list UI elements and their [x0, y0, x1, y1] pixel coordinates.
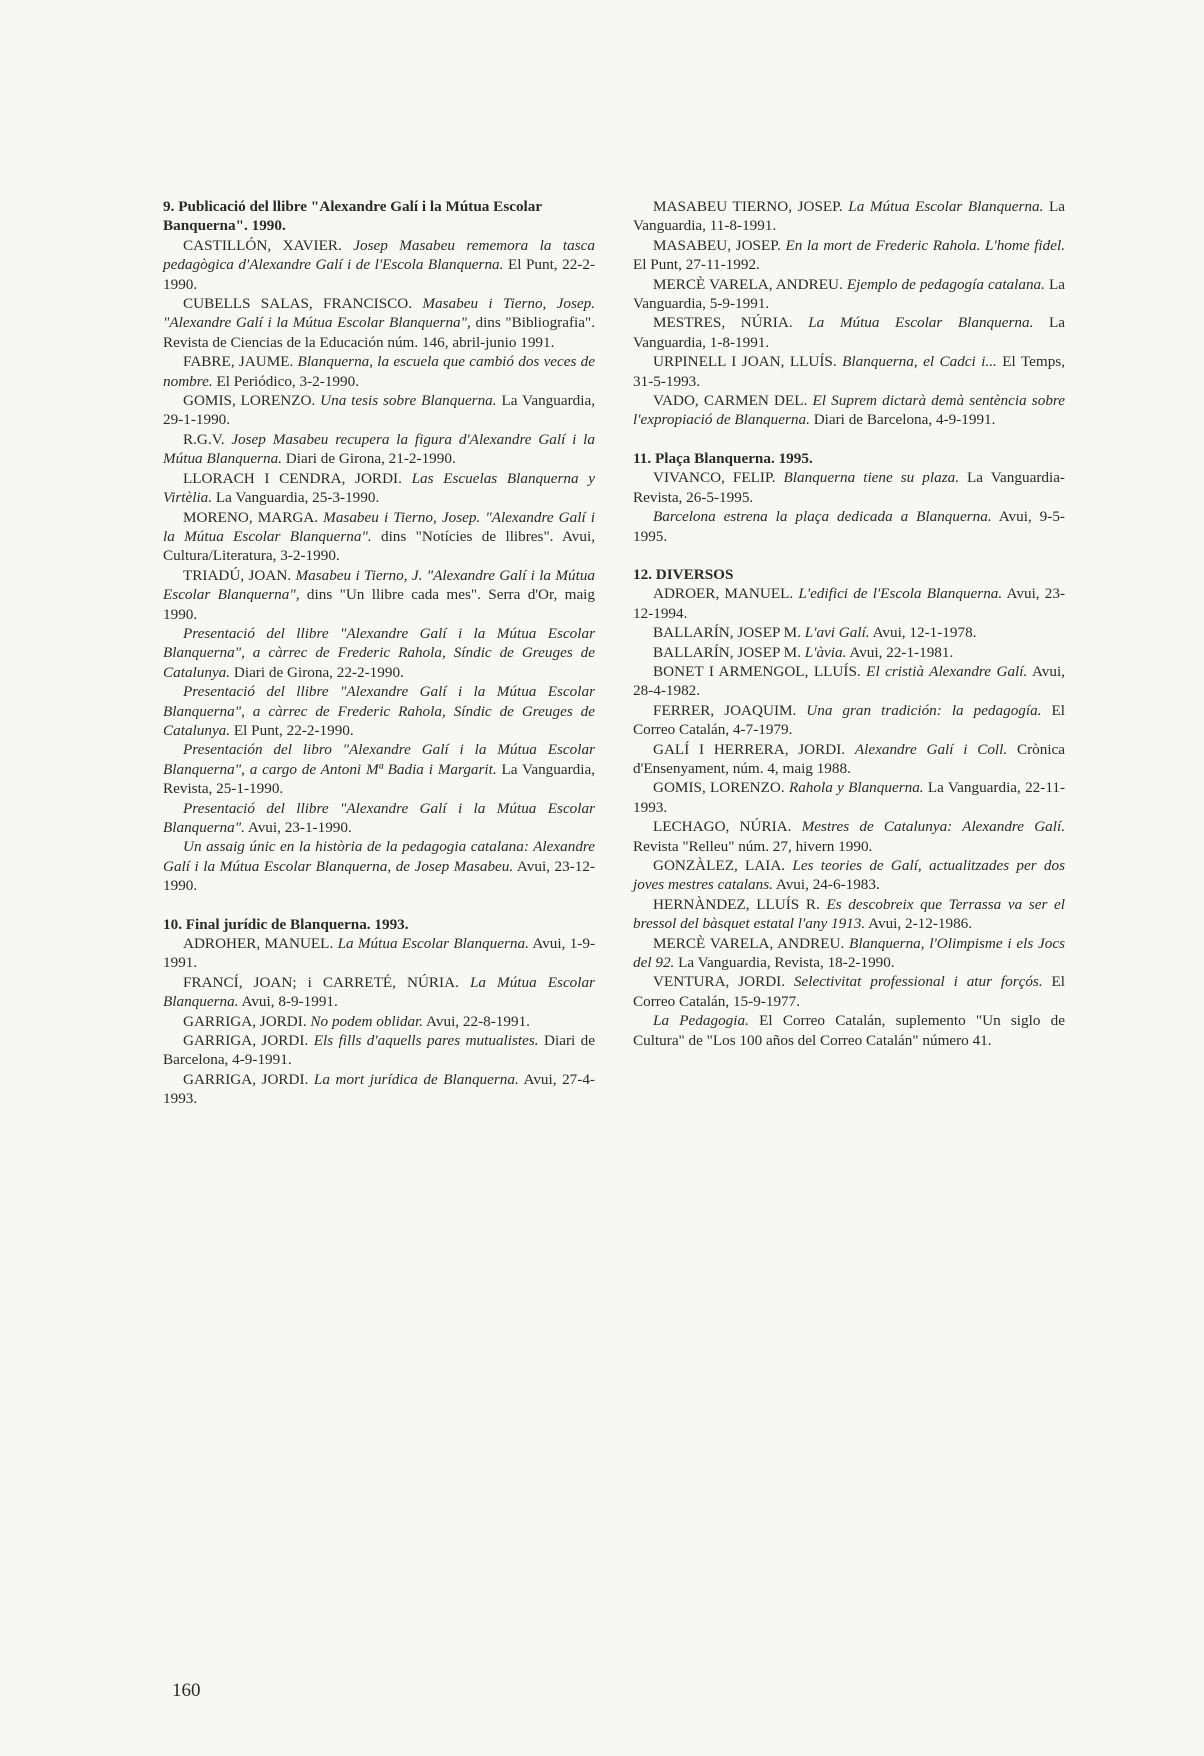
entry-source: Avui, 24-6-1983.: [775, 876, 880, 894]
entry-author: ADROHER, MANUEL.: [183, 935, 334, 953]
entry-source: Diari de Girona, 22-2-1990.: [233, 663, 404, 681]
entry-title: Josep Masabeu rememora la tasca pedagògica d'Alexandre Galí i de l'Escola Blanquerna.: [163, 236, 595, 274]
entry-title: El cristià Alexandre Galí.: [866, 662, 1028, 680]
entry-title: Un assaig únic en la història de la pedagogia catalana: Alexandre Galí i la Mútua Escolar Blanquerna, de Josep Masabeu.: [163, 838, 595, 875]
entry-source: El Correo Catalán, suplemento "Un siglo de Cultura" de "Los 100 años del Correo Catalán" número 41.: [633, 1012, 1065, 1049]
entry-title: Presentació del llibre "Alexandre Galí i la Mútua Escolar Blanquerna", a càrrec de Frederic Rahola, Síndic de Greuges de Catalunya.: [163, 683, 595, 739]
bibliography-entry: [633, 701, 1065, 740]
entry-source: Avui, 9-5-1995.: [633, 508, 1065, 545]
entry-author: VENTURA, JORDI.: [653, 973, 786, 991]
entry-title: Blanquerna tiene su plaza.: [783, 469, 959, 487]
entry-author: BONET I ARMENGOL, LLUÍS.: [653, 662, 861, 680]
entry-title: La mort jurídica de Blanquerna.: [313, 1070, 519, 1088]
entry-author: MASABEU TIERNO, JOSEP.: [653, 198, 843, 215]
entry-author: R.G.V.: [183, 430, 225, 448]
entry-source: Avui, 23-12-1990.: [163, 857, 596, 895]
entry-author: FABRE, JAUME.: [183, 353, 294, 371]
bibliography-entry: [163, 391, 595, 430]
entry-title: Una gran tradición: la pedagogía.: [806, 701, 1042, 719]
entry-author: MERCÈ VARELA, ANDREU.: [653, 275, 843, 293]
entry-author: VADO, CARMEN DEL.: [653, 392, 808, 410]
entry-title: La Mútua Escolar Blanquerna.: [808, 314, 1034, 332]
entry-source: Revista "Relleu" núm. 27, hivern 1990.: [633, 837, 873, 855]
bibliography-entry: [633, 662, 1065, 701]
entry-title: Rahola y Blanquerna.: [788, 779, 924, 797]
bibliography-entry: [633, 856, 1065, 895]
left-column: [163, 197, 595, 1109]
entry-title: Alexandre Galí i Coll.: [854, 740, 1008, 758]
entry-title: En la mort de Frederic Rahola. L'home fidel.: [785, 236, 1065, 254]
entry-title: Selectivitat professional i atur forçós.: [793, 973, 1043, 991]
entry-source: Avui, 8-9-1991.: [241, 993, 338, 1011]
entry-author: HERNÀNDEZ, LLUÍS R.: [653, 895, 820, 913]
entry-author: GARRIGA, JORDI.: [183, 1012, 307, 1030]
entry-source: Diari de Girona, 21-2-1990.: [285, 450, 456, 468]
bibliography-entry: [633, 1011, 1065, 1050]
entry-source: dins "Notícies de llibres". Avui, Cultura/Literatura, 3-2-1990.: [163, 527, 595, 565]
entry-author: GONZÀLEZ, LAIA.: [653, 857, 786, 874]
entry-title: Las Escuelas Blanquerna y Virtèlia.: [163, 469, 596, 507]
entry-source: Avui, 12-1-1978.: [872, 624, 977, 642]
entry-source: La Vanguardia, 29-1-1990.: [163, 392, 596, 429]
entry-source: Diari de Barcelona, 4-9-1991.: [813, 411, 996, 429]
entry-title: No podem oblidar.: [310, 1012, 424, 1030]
entry-source: dins "Un llibre cada mes". Serra d'Or, maig 1990.: [163, 586, 595, 623]
entry-author: FERRER, JOAQUIM.: [653, 701, 797, 719]
bibliography-entry: [633, 643, 1065, 662]
entry-source: Avui, 22-8-1991.: [426, 1012, 530, 1030]
entry-source: El Temps, 31-5-1993.: [633, 353, 1066, 390]
entry-author: ADROER, MANUEL.: [653, 585, 794, 603]
section-heading: 9. Publicació del llibre "Alexandre Galí i la Mútua Escolar Banquerna". 1990.: [163, 198, 542, 235]
entry-title: La Mútua Escolar Blanquerna.: [848, 198, 1044, 215]
entry-author: LECHAGO, NÚRIA.: [653, 818, 792, 836]
bibliography-entry: [633, 778, 1065, 817]
right-column: [633, 197, 1065, 1050]
entry-title: L'àvia.: [804, 643, 847, 661]
entry-title: Barcelona estrena la plaça dedicada a Blanquerna.: [653, 508, 992, 526]
bibliography-entry: [633, 391, 1065, 430]
entry-title: Presentación del libro "Alexandre Galí i la Mútua Escolar Blanquerna", a cargo de Antoni Mª Badia i Margarit.: [163, 741, 595, 778]
entry-author: URPINELL I JOAN, LLUÍS.: [653, 353, 837, 371]
entry-source: Crònica d'Ensenyament, núm. 4, maig 1988.: [633, 740, 1066, 777]
entry-author: CUBELLS SALAS, FRANCISCO.: [183, 295, 413, 313]
entry-title: Blanquerna, la escuela que cambió dos veces de nombre.: [163, 353, 596, 390]
section-heading: 10. Final jurídic de Blanquerna. 1993.: [163, 915, 409, 933]
entry-source: La Vanguardia, 25-3-1990.: [215, 489, 380, 507]
entry-title: Els fills d'aquells pares mutualistes.: [313, 1032, 539, 1050]
bibliography-entry: [163, 837, 595, 895]
entry-source: La Vanguardia, 1-8-1991.: [633, 314, 1065, 351]
entry-source: Avui, 2-12-1986.: [868, 915, 973, 933]
entry-title: Ejemplo de pedagogía catalana.: [846, 275, 1045, 293]
bibliography-entry: [633, 197, 1065, 236]
bibliography-entry: [633, 313, 1065, 352]
entry-title: Josep Masabeu recupera la figura d'Alexandre Galí i la Mútua Blanquerna.: [163, 430, 595, 468]
bibliography-entry: [163, 624, 595, 682]
bibliography-entry: [633, 972, 1065, 1011]
entry-author: VIVANCO, FELIP.: [653, 469, 776, 487]
entry-source: Avui, 1-9-1991.: [163, 935, 595, 972]
bibliography-entry: [163, 1012, 595, 1031]
entry-source: La Vanguardia, Revista, 18-2-1990.: [678, 954, 895, 972]
entry-title: Mestres de Catalunya: Alexandre Galí.: [801, 818, 1066, 836]
bibliography-entry: [633, 468, 1065, 507]
entry-source: Avui, 27-4-1993.: [163, 1070, 595, 1108]
bibliography-entry: [163, 430, 595, 469]
section-heading: 12. DIVERSOS: [633, 565, 734, 583]
bibliography-entry: [633, 507, 1065, 546]
bibliography-entry: [633, 817, 1065, 856]
entry-source: Avui, 28-4-1982.: [633, 662, 1065, 700]
bibliography-entry: [633, 934, 1065, 973]
entry-source: La Vanguardia-Revista, 26-5-1995.: [633, 469, 1065, 506]
entry-title: Blanquerna, el Cadci i...: [842, 353, 997, 371]
bibliography-entry: [163, 352, 595, 391]
entry-title: Es descobreix que Terrassa va ser el bressol del bàsquet estatal l'any 1913.: [633, 895, 1065, 933]
entry-author: GARRIGA, JORDI.: [183, 1032, 309, 1050]
section-heading: 11. Plaça Blanquerna. 1995.: [633, 449, 813, 467]
entry-source: El Periódico, 3-2-1990.: [216, 372, 360, 390]
bibliography-entry: [163, 934, 595, 973]
bibliography-entry: [633, 623, 1065, 642]
entry-author: MORENO, MARGA.: [183, 508, 319, 526]
entry-source: El Punt, 22-2-1990.: [163, 256, 596, 293]
entry-title: La Mútua Escolar Blanquerna.: [163, 973, 595, 1011]
bibliography-entry: [163, 236, 595, 294]
entry-source: El Punt, 22-2-1990.: [233, 721, 354, 739]
entry-title: L'edifici de l'Escola Blanquerna.: [798, 585, 1003, 603]
bibliography-entry: [633, 236, 1065, 275]
bibliography-entry: [633, 895, 1065, 934]
bibliography-entry: [633, 275, 1065, 314]
bibliography-entry: [633, 740, 1065, 779]
entry-title: El Suprem dictarà demà sentència sobre l'expropiació de Blanquerna.: [633, 392, 1065, 429]
entry-source: Avui, 22-1-1981.: [849, 643, 954, 661]
entry-title: Blanquerna, l'Olimpisme i els Jocs del 92.: [633, 934, 1066, 972]
entry-source: La Vanguardia, 5-9-1991.: [633, 275, 1066, 313]
bibliography-entry: [163, 469, 595, 508]
page-number: 160: [172, 1680, 201, 1701]
entry-author: FRANCÍ, JOAN; i CARRETÉ, NÚRIA.: [183, 973, 459, 991]
entry-source: Diari de Barcelona, 4-9-1991.: [163, 1032, 596, 1069]
bibliography-entry: [633, 584, 1065, 623]
entry-source: La Vanguardia, 11-8-1991.: [633, 198, 1066, 235]
bibliography-entry: [163, 566, 595, 624]
entry-author: GOMIS, LORENZO.: [183, 392, 316, 410]
entry-title: L'avi Galí.: [804, 624, 870, 642]
entry-source: La Vanguardia, Revista, 25-1-1990.: [163, 760, 595, 798]
entry-source: El Punt, 27-11-1992.: [633, 256, 760, 274]
entry-title: Masabeu i Tierno, J. "Alexandre Galí i la Mútua Escolar Blanquerna",: [163, 566, 596, 604]
entry-author: GALÍ I HERRERA, JORDI.: [653, 740, 846, 758]
entry-author: TRIADÚ, JOAN.: [183, 566, 292, 584]
entry-title: Masabeu i Tierno, Josep. "Alexandre Galí i la Mútua Escolar Blanquerna",: [163, 295, 596, 332]
entry-author: BALLARÍN, JOSEP M.: [653, 643, 801, 661]
entry-source: dins "Bibliografia". Revista de Ciencias de la Educación núm. 146, abril-junio 1991.: [163, 314, 595, 351]
entry-title: Presentació del llibre "Alexandre Galí i la Mútua Escolar Blanquerna", a càrrec de Frederic Rahola, Síndic de Greuges de Catalunya.: [163, 624, 595, 681]
bibliography-entry: [163, 1031, 595, 1070]
entry-source: La Vanguardia, 22-11-1993.: [633, 779, 1066, 816]
entry-author: MASABEU, JOSEP.: [653, 236, 781, 254]
entry-title: Una tesis sobre Blanquerna.: [320, 392, 497, 410]
bibliography-entry: [163, 682, 595, 740]
entry-author: BALLARÍN, JOSEP M.: [653, 624, 801, 642]
entry-author: CASTILLÓN, XAVIER.: [183, 236, 342, 254]
entry-author: GOMIS, LORENZO.: [653, 779, 785, 797]
entry-title: La Pedagogia.: [653, 1012, 749, 1030]
entry-title: Les teories de Galí, actualitzades per dos joves mestres catalans.: [633, 857, 1065, 894]
entry-source: El Correo Catalán, 4-7-1979.: [633, 701, 1065, 739]
entry-author: MERCÈ VARELA, ANDREU.: [653, 934, 845, 952]
entry-source: Avui, 23-1-1990.: [247, 819, 352, 836]
entry-title: Presentació del llibre "Alexandre Galí i la Mútua Escolar Blanquerna".: [163, 799, 595, 836]
bibliography-entry: [163, 294, 595, 352]
entry-source: El Correo Catalán, 15-9-1977.: [633, 973, 1066, 1010]
bibliography-entry: [633, 352, 1065, 391]
bibliography-entry: [163, 799, 595, 838]
entry-title: La Mútua Escolar Blanquerna.: [337, 935, 529, 953]
bibliography-entry: [163, 1070, 595, 1109]
entry-source: Avui, 23-12-1994.: [633, 585, 1066, 622]
entry-title: Masabeu i Tierno, Josep. "Alexandre Galí i la Mútua Escolar Blanquerna".: [163, 508, 595, 545]
entry-author: MESTRES, NÚRIA.: [653, 314, 793, 332]
entry-author: LLORACH I CENDRA, JORDI.: [183, 469, 402, 487]
bibliography-entry: [163, 973, 595, 1012]
bibliography-entry: [163, 508, 595, 566]
entry-author: GARRIGA, JORDI.: [183, 1070, 309, 1088]
bibliography-entry: [163, 740, 595, 798]
